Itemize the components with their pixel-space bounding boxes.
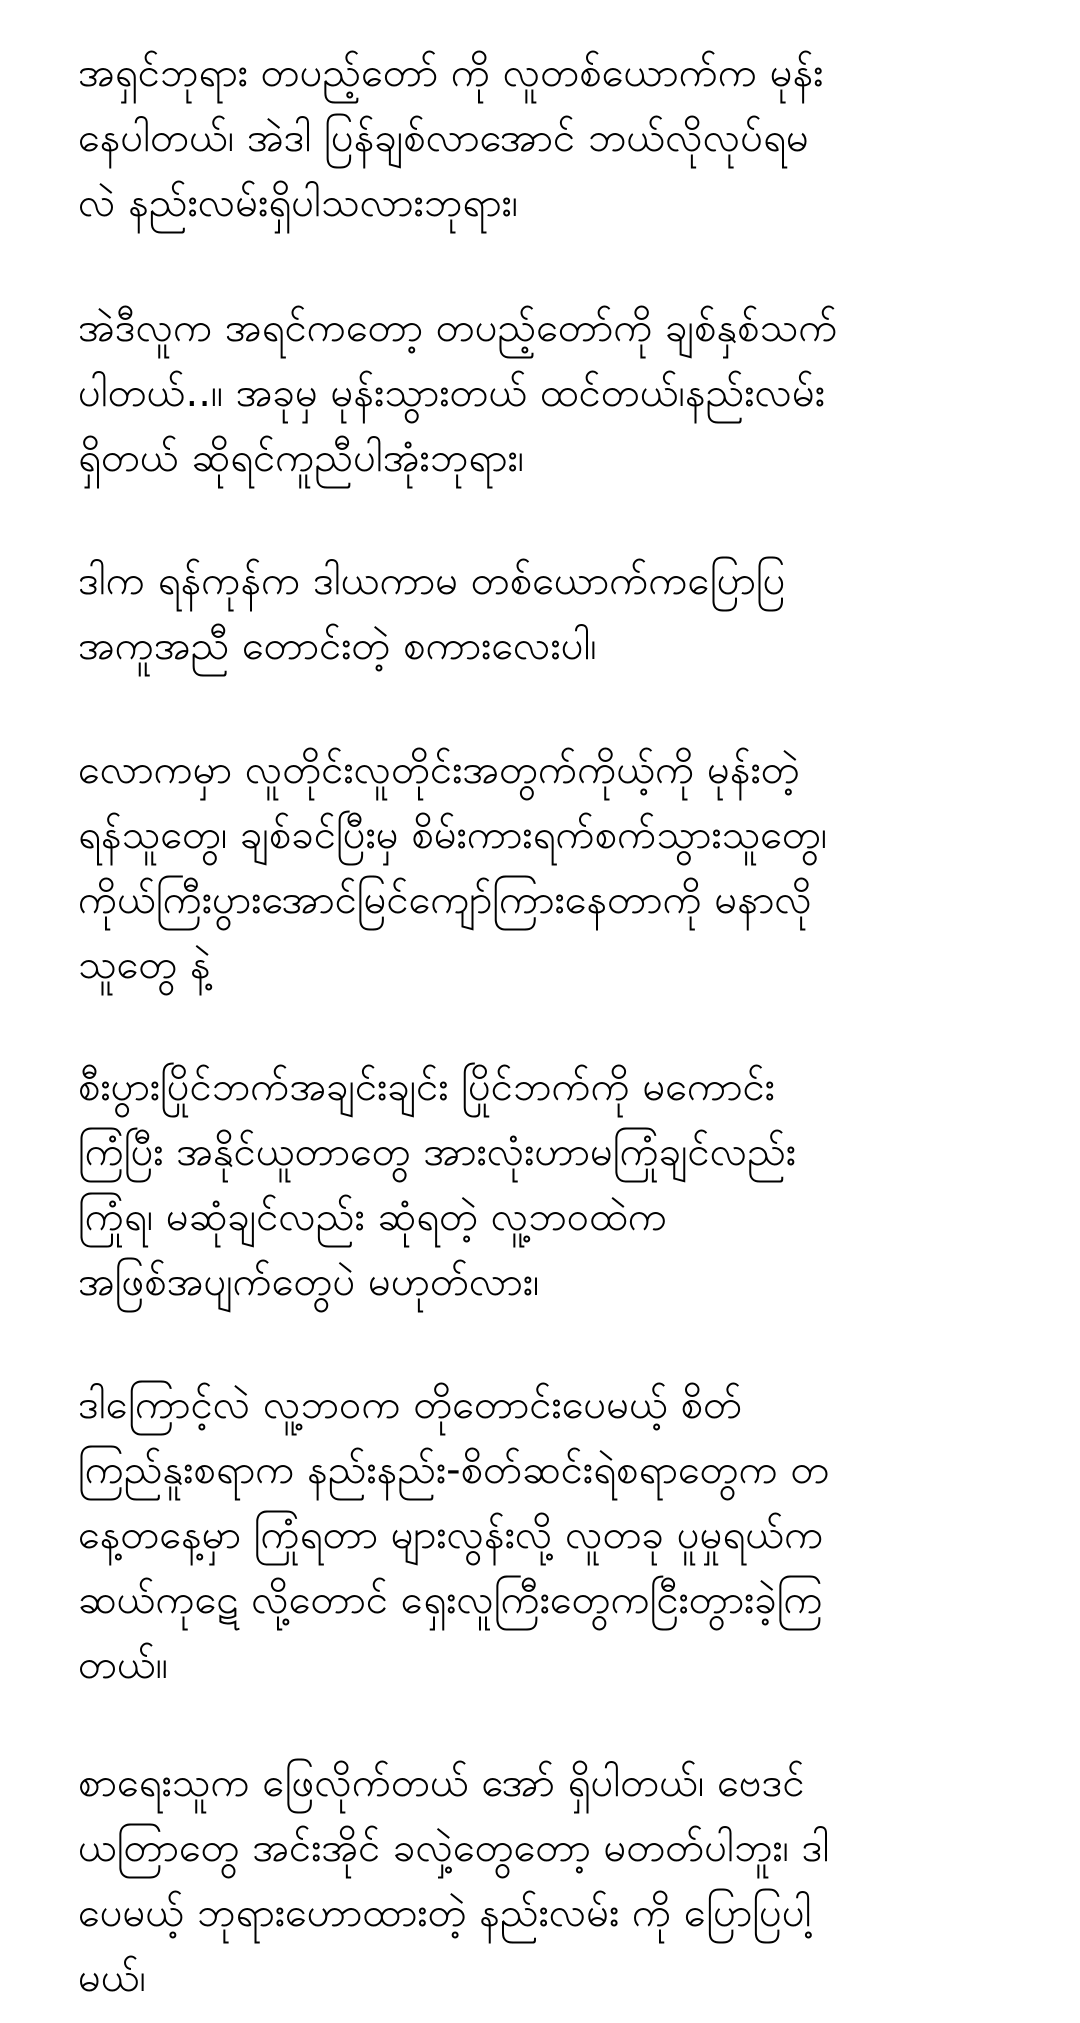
paragraph-context: အဲဒီလူက အရင်ကတော့ တပည့်တော်ကို ချစ်နှစ်သက် ပါတယ်..။ အခုမှ မုန်းသွားတယ် ထင်တယ်၊နည်းလမ်း ရှိတယ် ဆိုရင်ကူညီပါအုံးဘုရား၊ [78, 305, 838, 481]
paragraph-question: အရှင်ဘုရား တပည့်တော် ကို လူတစ်ယောက်က မုန်း နေပါတယ်၊ အဲဒါ ပြန်ချစ်လာအောင် ဘယ်လိုလုပ်ရမ လဲ နည်းလမ်းရှိပါသလားဘုရား၊ [78, 50, 824, 226]
paragraph-source: ဒါက ရန်ကုန်က ဒါယကာမ တစ်ယောက်ကပြောပြ အကူအညီ တောင်းတဲ့ စကားလေးပါ၊ [78, 558, 786, 669]
paragraph-life: ဒါကြောင့်လဲ လူ့ဘဝက တိုတောင်းပေမယ့် စိတ် ကြည်နူးစရာက နည်းနည်း-စိတ်ဆင်းရဲစရာတွေက တ နေ့တနေ့မှာ ကြုံရတာ များလွန်းလို့ လူတခု ပူမှုရယ်က ဆယ်ကုဋေ လို့တောင် ရှေးလူကြီးတွေကငြီးတွားခဲ့ကြ တယ်။ [78, 1382, 830, 1688]
paragraph-enemies: လောကမှာ လူတိုင်းလူတိုင်းအတွက်ကိုယ့်ကို မုန်းတဲ့ ရန်သူတွေ၊ ချစ်ခင်ပြီးမှ စိမ်းကားရက်စက်သွားသူတွေ၊ ကိုယ်ကြီးပွားအောင်မြင်ကျော်ကြားနေတာကို မနာလို သူတွေ နဲ့ [78, 747, 828, 988]
paragraph-rivals: စီးပွားပြိုင်ဘက်အချင်းချင်း ပြိုင်ဘက်ကို မကောင်း ကြံပြီး အနိုင်ယူတာတွေ အားလုံးဟာမကြုံချင်လည်း ကြုံရ၊ မဆုံချင်လည်း ဆုံရတဲ့ လူ့ဘဝထဲက အဖြစ်အပျက်တွေပဲ မဟုတ်လား၊ [78, 1064, 797, 1305]
paragraph-answer: စာရေးသူက ဖြေလိုက်တယ် အော် ရှိပါတယ်၊ ဗေဒင် ယတြာတွေ အင်းအိုင် ခလှဲ့တွေတော့ မတတ်ပါဘူး၊ ဒါ ပေမယ့် ဘုရားဟောထားတဲ့ နည်းလမ်း ကို ပြောပြပါ့ မယ်၊ [78, 1760, 830, 2001]
